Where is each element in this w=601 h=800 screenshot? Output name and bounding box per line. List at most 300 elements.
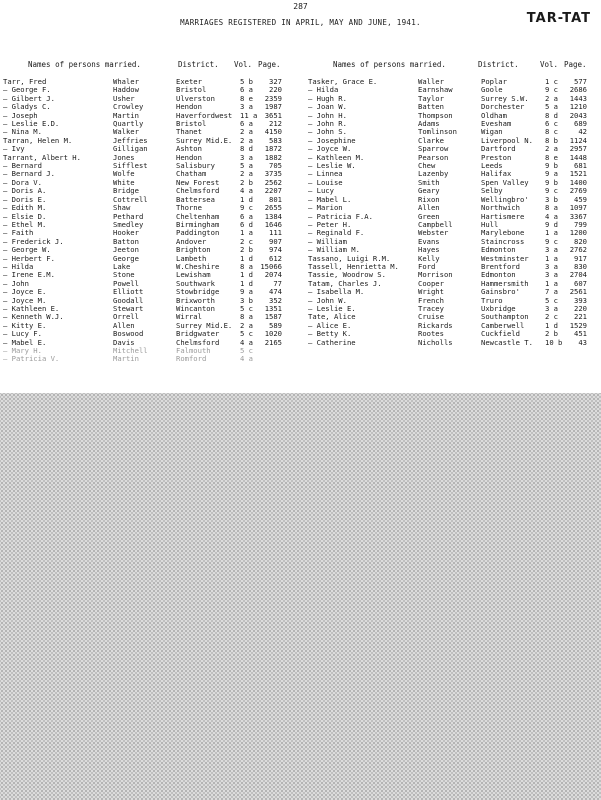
right-register-table (308, 78, 587, 347)
entry-spouse: Usher (113, 94, 135, 103)
entry-page: 612 (269, 254, 282, 263)
entry-district: Paddington (176, 229, 220, 238)
entry-page: 705 (269, 162, 282, 171)
entry-spouse: Gilligan (113, 145, 148, 154)
entry-vol: 4 a (240, 338, 253, 347)
entry-vol: 1 a (545, 254, 558, 263)
entry-district: Wigan (481, 128, 503, 137)
entry-vol: 1 a (240, 229, 253, 238)
entry-name: — Isabella M. (308, 288, 365, 297)
entry-page: 1384 (264, 212, 282, 221)
entry-spouse: Mitchell (113, 347, 148, 355)
entry-vol: 8 c (545, 128, 558, 137)
entry-district: Hammersmith (481, 279, 529, 288)
entry-district: Exeter (176, 78, 202, 86)
entry-district: Brixworth (176, 296, 215, 305)
register-row (3, 187, 282, 195)
register-row (308, 339, 587, 347)
entry-spouse: Boswood (113, 330, 144, 339)
register-row (3, 128, 282, 136)
entry-district: Wellingbro' (481, 195, 529, 204)
register-row (3, 305, 282, 313)
entry-spouse: Pearson (418, 153, 449, 162)
register-row (308, 280, 587, 288)
register-row (3, 86, 282, 94)
entry-vol: 9 a (240, 288, 253, 297)
entry-spouse: Stewart (113, 304, 144, 313)
entry-spouse: Lazenby (418, 170, 449, 179)
entry-page: 1210 (569, 103, 587, 112)
entry-district: Oldham (481, 111, 507, 120)
entry-name: — Bernard (3, 162, 42, 171)
entry-spouse: Allen (418, 204, 440, 213)
register-row (3, 229, 282, 237)
entry-spouse: Earnshaw (418, 86, 453, 95)
entry-district: Surrey S.W. (481, 94, 529, 103)
entry-vol: 2 c (240, 237, 253, 246)
entry-district: Newcastle T. (481, 338, 533, 347)
entry-name: — Marion (308, 204, 343, 213)
entry-page: 577 (574, 78, 587, 86)
entry-vol: 5 c (240, 330, 253, 339)
entry-name: — Ivy (3, 145, 25, 154)
entry-district: Hull (481, 220, 499, 229)
entry-vol: 8 d (240, 145, 253, 154)
register-row (3, 95, 282, 103)
register-row (3, 271, 282, 279)
entry-district: Hartismere (481, 212, 525, 221)
entry-page: 1351 (264, 304, 282, 313)
entry-name: — Leslie E.D. (3, 120, 60, 129)
entry-page: 2207 (264, 187, 282, 196)
entry-page: 2562 (264, 178, 282, 187)
entry-vol: 2 b (240, 246, 253, 255)
left-register-table (3, 78, 282, 364)
entry-vol: 6 c (545, 120, 558, 129)
entry-name: — Hilda (3, 262, 34, 271)
register-row (308, 330, 587, 338)
entry-vol: 2 a (545, 94, 558, 103)
entry-spouse: Batton (113, 237, 139, 246)
entry-district: W.Cheshire (176, 262, 220, 271)
entry-name: — Mabel L. (308, 195, 352, 204)
entry-spouse: French (418, 296, 444, 305)
entry-district: Ashton (176, 145, 202, 154)
register-row (3, 196, 282, 204)
entry-district: Poplar (481, 78, 507, 86)
entry-name: — Doris E. (3, 195, 47, 204)
register-row (3, 246, 282, 254)
register-row (3, 280, 282, 288)
entry-name: — Hilda (308, 86, 339, 95)
register-row (3, 238, 282, 246)
entry-page: 474 (269, 288, 282, 297)
register-row (3, 154, 282, 162)
entry-spouse: Rootes (418, 330, 444, 339)
entry-page: 2769 (569, 187, 587, 196)
entry-spouse: Morrison (418, 271, 453, 280)
entry-spouse: Elliott (113, 288, 144, 297)
entry-page: 459 (574, 195, 587, 204)
entry-page: 2655 (264, 204, 282, 213)
entry-vol: 5 b (240, 78, 253, 86)
entry-page: 801 (269, 195, 282, 204)
entry-name: — John S. (308, 128, 347, 137)
entry-spouse: Stone (113, 271, 135, 280)
entry-page: 1882 (264, 153, 282, 162)
entry-district: Chelmsford (176, 187, 220, 196)
entry-name: — Joyce W. (308, 145, 352, 154)
entry-vol: 1 d (240, 279, 253, 288)
entry-name: — Patricia F.A. (308, 212, 373, 221)
entry-spouse: Wolfe (113, 170, 135, 179)
entry-district: New Forest (176, 178, 220, 187)
left-header-vol: Vol. (234, 60, 253, 69)
entry-name: — Doris A. (3, 187, 47, 196)
entry-name: — Kathleen E. (3, 304, 60, 313)
register-row (308, 204, 587, 212)
register-row (3, 204, 282, 212)
entry-vol: 8 b (545, 136, 558, 145)
entry-spouse: George (113, 254, 139, 263)
entry-district: Brighton (176, 246, 211, 255)
right-header-page: Page. (564, 60, 587, 69)
blank-dotted-area (0, 393, 601, 800)
register-row (3, 330, 282, 338)
register-row (3, 322, 282, 330)
register-row (308, 103, 587, 111)
entry-vol: 3 a (545, 246, 558, 255)
entry-district: Edmonton (481, 271, 516, 280)
entry-name: — Herbert F. (3, 254, 55, 263)
entry-name: — Peter H. (308, 220, 352, 229)
entry-spouse: Smith (418, 178, 440, 187)
entry-vol: 1 d (240, 254, 253, 263)
entry-district: Liverpool N. (481, 136, 533, 145)
entry-vol: 9 c (545, 86, 558, 95)
entry-spouse: Pethard (113, 212, 144, 221)
entry-page: 830 (574, 262, 587, 271)
entry-vol: 3 a (240, 103, 253, 112)
entry-vol: 2 a (240, 170, 253, 179)
entry-district: Bristol (176, 86, 207, 95)
entry-page: 583 (269, 136, 282, 145)
entry-district: Romford (176, 355, 207, 364)
register-row (308, 145, 587, 153)
entry-spouse: Hooker (113, 229, 139, 238)
entry-vol: 8 a (240, 313, 253, 322)
entry-name: — Joyce M. (3, 296, 47, 305)
entry-page: 681 (574, 162, 587, 171)
register-row (308, 78, 587, 86)
entry-spouse: Shaw (113, 204, 131, 213)
entry-vol: 3 a (545, 304, 558, 313)
entry-district: Southwark (176, 279, 215, 288)
entry-spouse: Campbell (418, 220, 453, 229)
register-row (3, 347, 282, 355)
entry-spouse: Geary (418, 187, 440, 196)
register-row (308, 86, 587, 94)
entry-name: — John H. (308, 111, 347, 120)
entry-name: — Catherine (308, 338, 356, 347)
entry-district: Dartford (481, 145, 516, 154)
entry-page: 3735 (264, 170, 282, 179)
entry-name: Tarr, Fred (3, 78, 47, 86)
register-row (3, 103, 282, 111)
entry-spouse: Cruise (418, 313, 444, 322)
entry-page: 2043 (569, 111, 587, 120)
register-row (308, 137, 587, 145)
entry-name: — John (3, 279, 29, 288)
entry-page: 15066 (260, 262, 282, 271)
entry-page: 3367 (569, 212, 587, 221)
register-row (308, 162, 587, 170)
entry-spouse: Rixon (418, 195, 440, 204)
entry-district: Camberwell (481, 321, 525, 330)
register-row (3, 297, 282, 305)
entry-name: — Bernard J. (3, 170, 55, 179)
register-row (308, 238, 587, 246)
entry-name: — Mary H. (3, 347, 42, 355)
register-row (3, 170, 282, 178)
register-row (308, 263, 587, 271)
entry-page: 3651 (264, 111, 282, 120)
entry-district: Lewisham (176, 271, 211, 280)
entry-spouse: Powell (113, 279, 139, 288)
entry-vol: 6 a (240, 212, 253, 221)
entry-name: — Nina M. (3, 128, 42, 137)
entry-vol: 4 a (240, 187, 253, 196)
entry-vol: 1 c (545, 78, 558, 86)
entry-district: Edmonton (481, 246, 516, 255)
entry-spouse: Crowley (113, 103, 144, 112)
entry-vol: 3 a (545, 262, 558, 271)
entry-name: — Kitty E. (3, 321, 47, 330)
entry-district: Surrey Mid.E. (176, 136, 233, 145)
entry-vol: 4 a (545, 212, 558, 221)
register-row (3, 78, 282, 86)
register-row (308, 120, 587, 128)
entry-vol: 9 a (545, 170, 558, 179)
register-row (308, 305, 587, 313)
entry-name: — Betty K. (308, 330, 352, 339)
entry-page: 1200 (569, 229, 587, 238)
entry-district: Southampton (481, 313, 529, 322)
entry-district: Selby (481, 187, 503, 196)
register-row (308, 196, 587, 204)
register-row (308, 154, 587, 162)
entry-district: Cheltenham (176, 212, 220, 221)
left-header-district: District. (178, 60, 219, 69)
register-row (3, 355, 282, 363)
entry-name: — Gilbert J. (3, 94, 55, 103)
entry-district: Dorchester (481, 103, 525, 112)
entry-page: 2957 (569, 145, 587, 154)
entry-page: 1097 (569, 204, 587, 213)
entry-vol: 3 a (240, 153, 253, 162)
entry-vol: 9 c (240, 204, 253, 213)
entry-name: Tarran, Helen M. (3, 136, 73, 145)
entry-page: 1646 (264, 220, 282, 229)
register-row (308, 271, 587, 279)
register-row (308, 187, 587, 195)
entry-spouse: Thompson (418, 111, 453, 120)
entry-name: — Hugh R. (308, 94, 347, 103)
entry-district: Westminster (481, 254, 529, 263)
entry-spouse: Quartly (113, 120, 144, 129)
register-row (3, 313, 282, 321)
entry-vol: 8 e (240, 94, 253, 103)
entry-vol: 1 a (545, 279, 558, 288)
entry-spouse: Hayes (418, 246, 440, 255)
entry-district: Goole (481, 86, 503, 95)
entry-vol: 5 a (240, 162, 253, 171)
entry-spouse: Kelly (418, 254, 440, 263)
entry-vol: 2 a (240, 128, 253, 137)
entry-spouse: Davis (113, 338, 135, 347)
entry-district: Lambeth (176, 254, 207, 263)
entry-spouse: Jeeton (113, 246, 139, 255)
entry-spouse: Webster (418, 229, 449, 238)
entry-spouse: Smedley (113, 220, 144, 229)
register-row (308, 112, 587, 120)
entry-district: Hendon (176, 103, 202, 112)
entry-page: 2074 (264, 271, 282, 280)
entry-spouse: Nicholls (418, 338, 453, 347)
entry-spouse: Wright (418, 288, 444, 297)
entry-vol: 3 b (240, 296, 253, 305)
entry-name: — Kathleen M. (308, 153, 365, 162)
entry-vol: 1 d (545, 321, 558, 330)
entry-page: 799 (574, 220, 587, 229)
entry-district: Andover (176, 237, 207, 246)
entry-district: Falmouth (176, 347, 211, 355)
entry-vol: 9 c (545, 237, 558, 246)
entry-district: Brentford (481, 262, 520, 271)
entry-district: Leeds (481, 162, 503, 171)
entry-page: 1448 (569, 153, 587, 162)
entry-name: — Leslie W. (308, 162, 356, 171)
entry-spouse: Ford (418, 262, 436, 271)
entry-vol: 6 a (240, 86, 253, 95)
entry-district: Wirral (176, 313, 202, 322)
entry-district: Salisbury (176, 162, 215, 171)
entry-district: Chelmsford (176, 338, 220, 347)
entry-vol: 2 a (240, 321, 253, 330)
entry-page: 907 (269, 237, 282, 246)
register-row (308, 313, 587, 321)
entry-spouse: Batten (418, 103, 444, 112)
entry-district: Spen Valley (481, 178, 529, 187)
entry-vol: 6 a (240, 120, 253, 129)
right-header-vol: Vol. (540, 60, 559, 69)
entry-spouse: Jeffries (113, 136, 148, 145)
entry-name: — John W. (308, 296, 347, 305)
entry-name: Tasker, Grace E. (308, 78, 378, 86)
entry-page: 1020 (264, 330, 282, 339)
entry-vol: 9 b (545, 178, 558, 187)
register-row (308, 213, 587, 221)
entry-vol: 2 c (545, 313, 558, 322)
entry-vol: 9 c (545, 187, 558, 196)
entry-vol: 10 b (545, 338, 563, 347)
entry-spouse: Waller (418, 78, 444, 86)
entry-spouse: Cottrell (113, 195, 148, 204)
entry-vol: 6 d (240, 220, 253, 229)
entry-spouse: Adams (418, 120, 440, 129)
entry-page: 393 (574, 296, 587, 305)
entry-district: Halifax (481, 170, 512, 179)
entry-page: 327 (269, 78, 282, 86)
entry-name: — William (308, 237, 347, 246)
register-row (308, 288, 587, 296)
entry-name: — John R. (308, 120, 347, 129)
entry-name: — Edith M. (3, 204, 47, 213)
entry-vol: 2 b (545, 330, 558, 339)
register-row (308, 170, 587, 178)
register-row (308, 179, 587, 187)
entry-spouse: Walker (113, 128, 139, 137)
entry-page: 2359 (264, 94, 282, 103)
entry-page: 352 (269, 296, 282, 305)
entry-name: — Joan W. (308, 103, 347, 112)
entry-name: — Faith (3, 229, 34, 238)
entry-spouse: Martin (113, 355, 139, 364)
entry-district: Uxbridge (481, 304, 516, 313)
entry-page: 1987 (264, 103, 282, 112)
entry-page: 42 (578, 128, 587, 137)
register-row (308, 297, 587, 305)
entry-district: Battersea (176, 195, 215, 204)
entry-vol: 3 a (545, 271, 558, 280)
entry-vol: 11 a (240, 111, 258, 120)
entry-district: Preston (481, 153, 512, 162)
entry-vol: 9 b (545, 162, 558, 171)
entry-page: 607 (574, 279, 587, 288)
entry-vol: 5 c (240, 347, 253, 355)
entry-page: 77 (273, 279, 282, 288)
entry-spouse: Bridge (113, 187, 139, 196)
entry-spouse: White (113, 178, 135, 187)
register-row (3, 339, 282, 347)
register-row (3, 112, 282, 120)
register-row (308, 128, 587, 136)
entry-district: Chatham (176, 170, 207, 179)
entry-district: Northwich (481, 204, 520, 213)
entry-page: 1443 (569, 94, 587, 103)
right-header-names: Names of persons married. (333, 60, 446, 69)
entry-name: — Joseph (3, 111, 38, 120)
register-row (3, 213, 282, 221)
entry-vol: 9 d (545, 220, 558, 229)
entry-name: — Louise (308, 178, 343, 187)
entry-page: 917 (574, 254, 587, 263)
entry-page: 2704 (569, 271, 587, 280)
entry-district: Gainsbro' (481, 288, 520, 297)
entry-name: — Linnea (308, 170, 343, 179)
entry-name: — Ethel M. (3, 220, 47, 229)
entry-page: 220 (269, 86, 282, 95)
entry-spouse: Jones (113, 153, 135, 162)
entry-vol: 5 c (240, 304, 253, 313)
entry-name: — Frederick J. (3, 237, 64, 246)
entry-spouse: Cooper (418, 279, 444, 288)
entry-page: 4150 (264, 128, 282, 137)
entry-page: 589 (269, 321, 282, 330)
entry-vol: 2 b (240, 178, 253, 187)
entry-name: — George F. (3, 86, 51, 95)
entry-spouse: Whaler (113, 78, 139, 86)
